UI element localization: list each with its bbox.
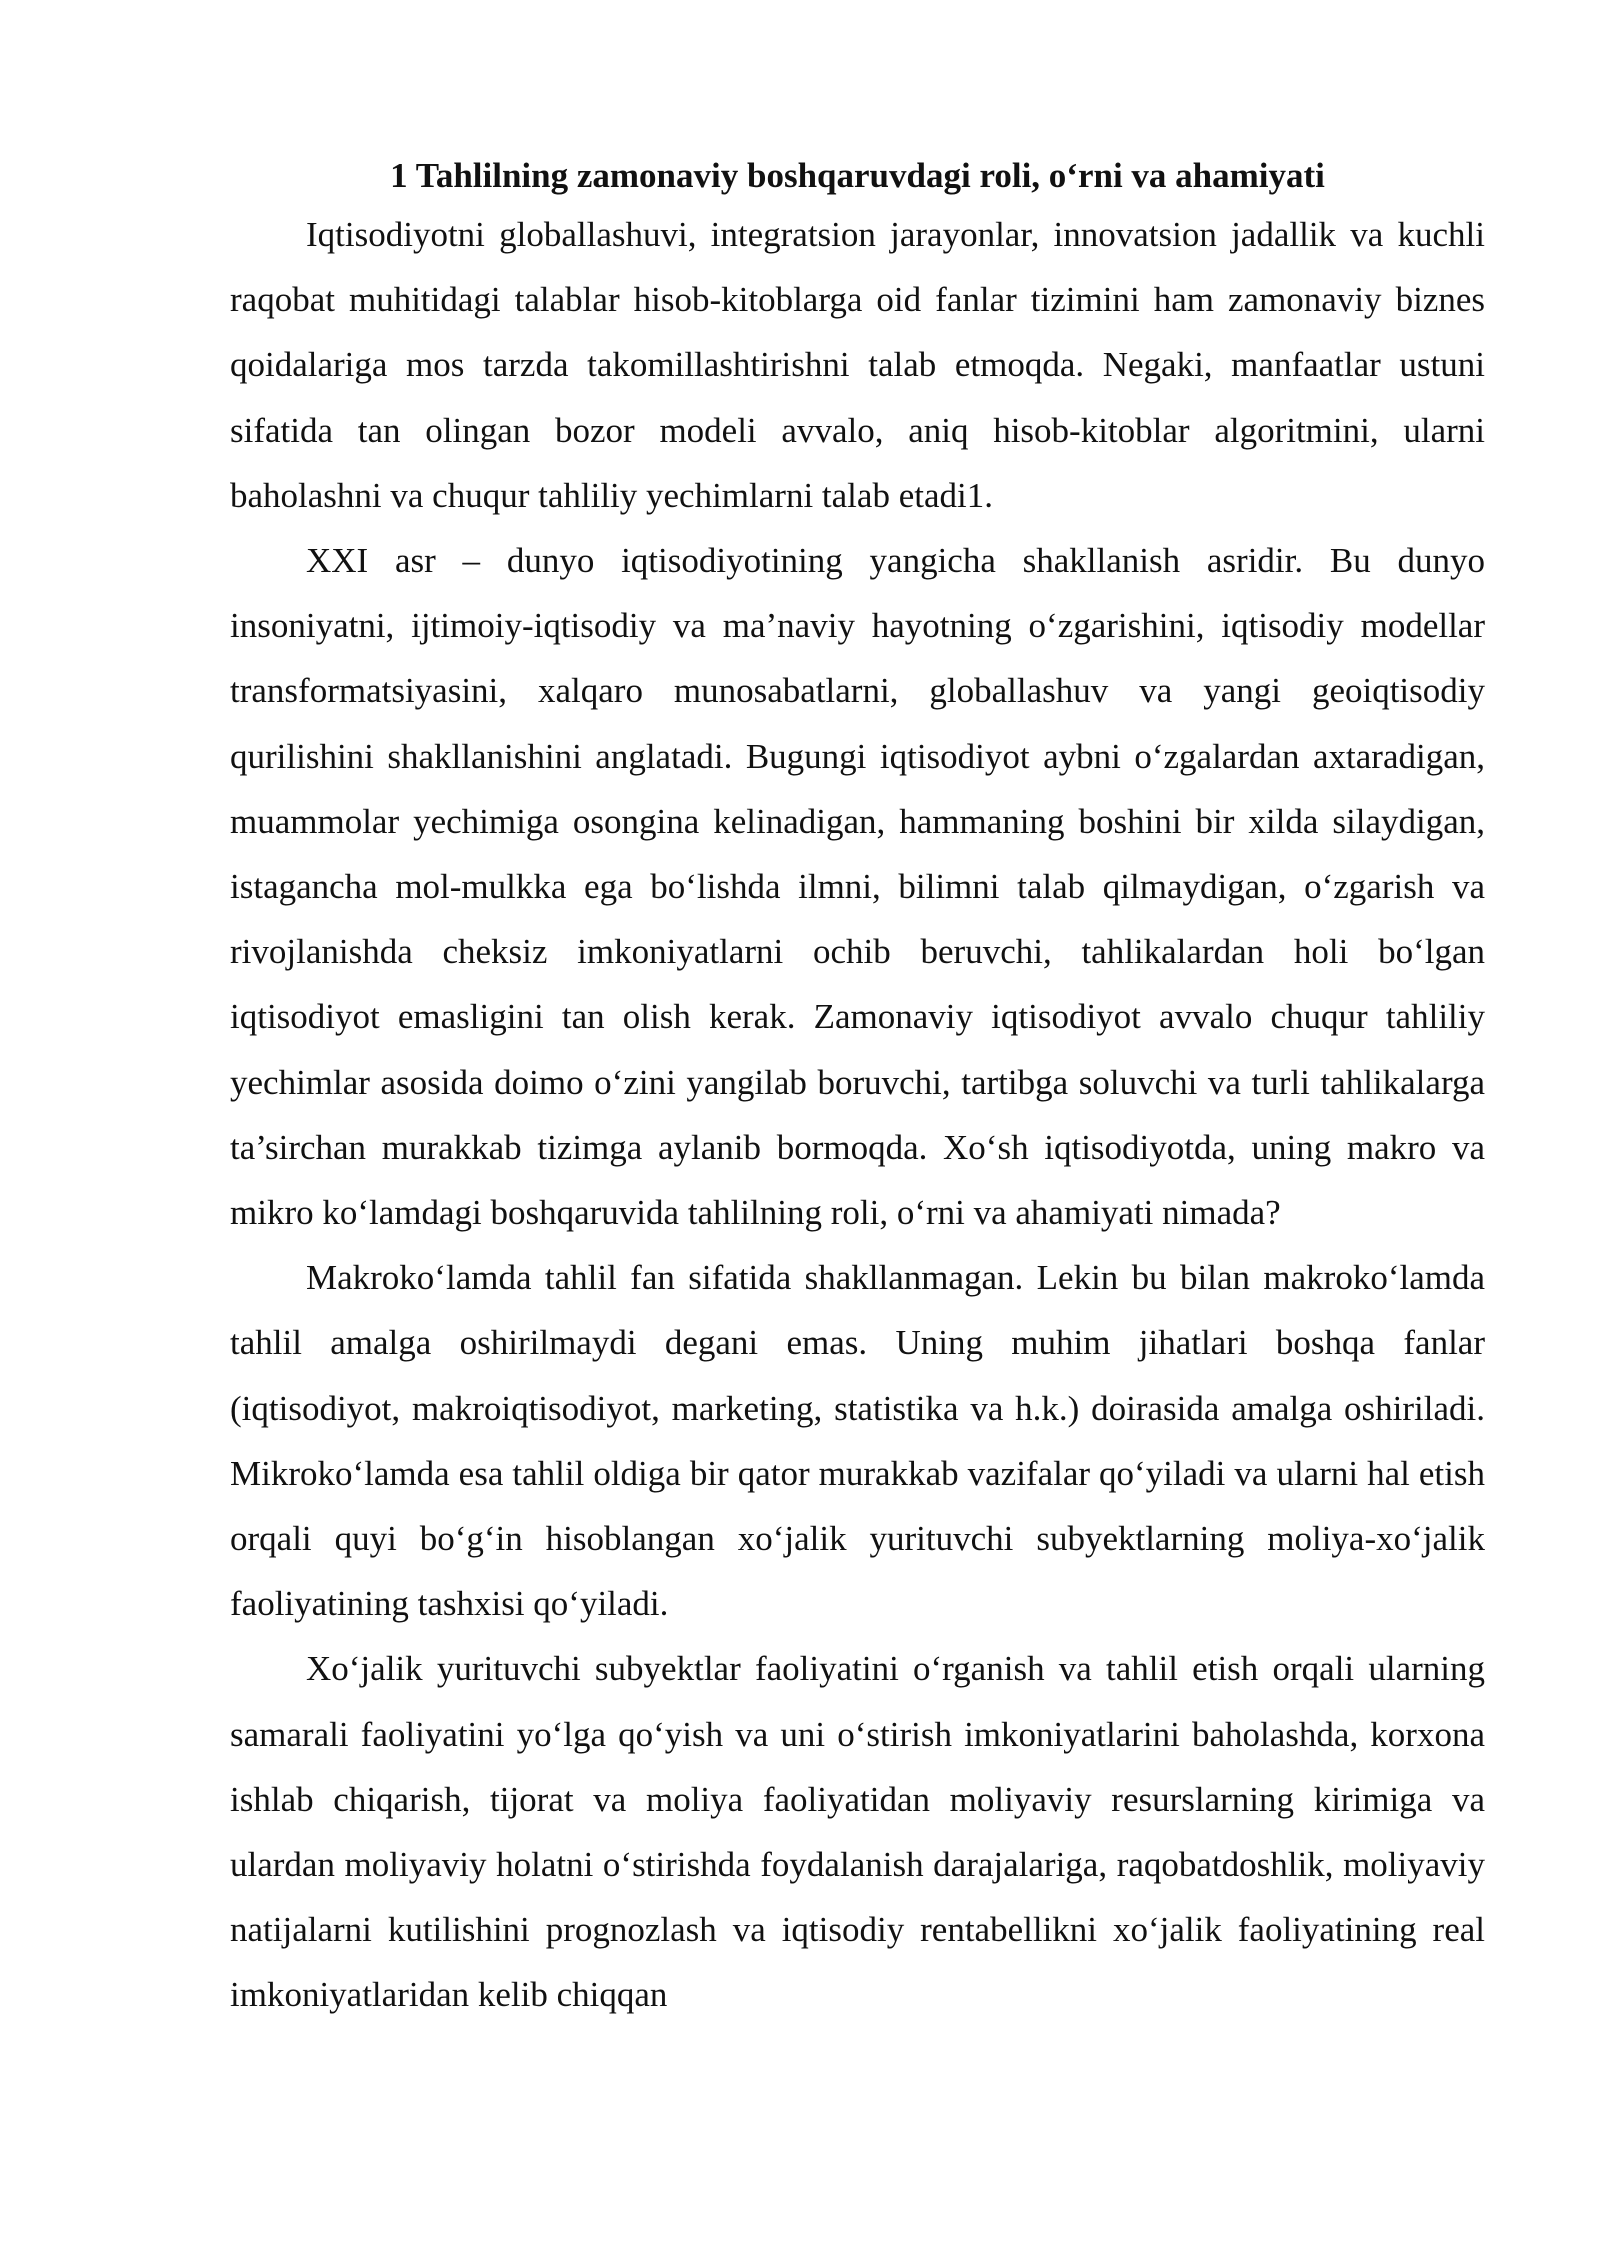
section-title: 1 Tahlilning zamonaviy boshqaruvdagi roli, o‘rni va ahamiyati bbox=[390, 156, 1325, 195]
paragraph-2: XXI asr – dunyo iqtisodiyotining yangicha shakllanish asridir. Bu dunyo insoniyatni, ijtimoiy-iqtisodiy va ma’naviy hayotning o‘zgarishini, iqtisodiy modellar transformatsiyasini, xalqaro munosabatlarni, globallashuv va yangi geoiqtisodiy qurilishini shakllanishini anglatadi. Bugungi iqtisodiyot aybni o‘zgalardan axtaradigan, muammolar yechimiga osongina kelinadigan, hammaning boshini bir xilda silaydigan, istagancha mol-mulkka ega bo‘lishda ilmni, bilimni talab qilmaydigan, o‘zgarish va rivojlanishda cheksiz imkoniyatlarni ochib beruvchi, tahlikalardan holi bo‘lgan iqtisodiyot emasligini tan olish kerak. Zamonaviy iqtisodiyot avvalo chuqur tahliliy yechimlar asosida doimo o‘zini yangilab boruvchi, tartibga soluvchi va turli tahlikalarga ta’sirchan murakkab tizimga aylanib bormoqda. Xo‘sh iqtisodiyotda, uning makro va mikro ko‘lamdagi boshqaruvida tahlilning roli, o‘rni va ahamiyati nimada? bbox=[230, 541, 1485, 1233]
footnote-mark: 1. bbox=[966, 475, 993, 515]
paragraph-1 bbox=[230, 202, 1485, 528]
paragraph-1-text: Iqtisodiyotni globallashuvi, integratsion jarayonlar, innovatsion jadallik va kuchli raqobat muhitidagi talablar hisob-kitoblarga oid fanlar tizimini ham zamonaviy biznes qoidalariga mos tarzda takomillashtirishni talab etmoqda. Negaki, manfaatlar ustuni sifatida tan olingan bozor modeli avvalo, aniq hisob-kitoblar algoritmini, ularni baholashni va chuqur tahliliy yechimlarni talab etadi bbox=[230, 215, 1485, 515]
document-body bbox=[230, 150, 1485, 2028]
paragraph-3: Makroko‘lamda tahlil fan sifatida shakllanmagan. Lekin bu bilan makroko‘lamda tahlil amalga oshirilmaydi degani emas. Uning muhim jihatlari boshqa fanlar (iqtisodiyot, makroiqtisodiyot, marketing, statistika va h.k.) doirasida amalga oshiriladi. Mikroko‘lamda esa tahlil oldiga bir qator murakkab vazifalar qo‘yiladi va ularni hal etish orqali quyi bo‘g‘in hisoblangan xo‘jalik yurituvchi subyektlarning moliya-xo‘jalik faoliyatining tashxisi qo‘yiladi. bbox=[230, 1258, 1485, 1624]
paragraph-4: Xo‘jalik yurituvchi subyektlar faoliyatini o‘rganish va tahlil etish orqali ularning samarali faoliyatini yo‘lga qo‘yish va uni o‘stirish imkoniyatlarini baholashda, korxona ishlab chiqarish, tijorat va moliya faoliyatidan moliyaviy resurslarning kirimiga va ulardan moliyaviy holatni o‘stirishda foydalanish darajalariga, raqobatdoshlik, moliyaviy natijalarni kutilishini prognozlash va iqtisodiy rentabellikni xo‘jalik faoliyatining real imkoniyatlaridan kelib chiqqan bbox=[230, 1649, 1485, 2015]
